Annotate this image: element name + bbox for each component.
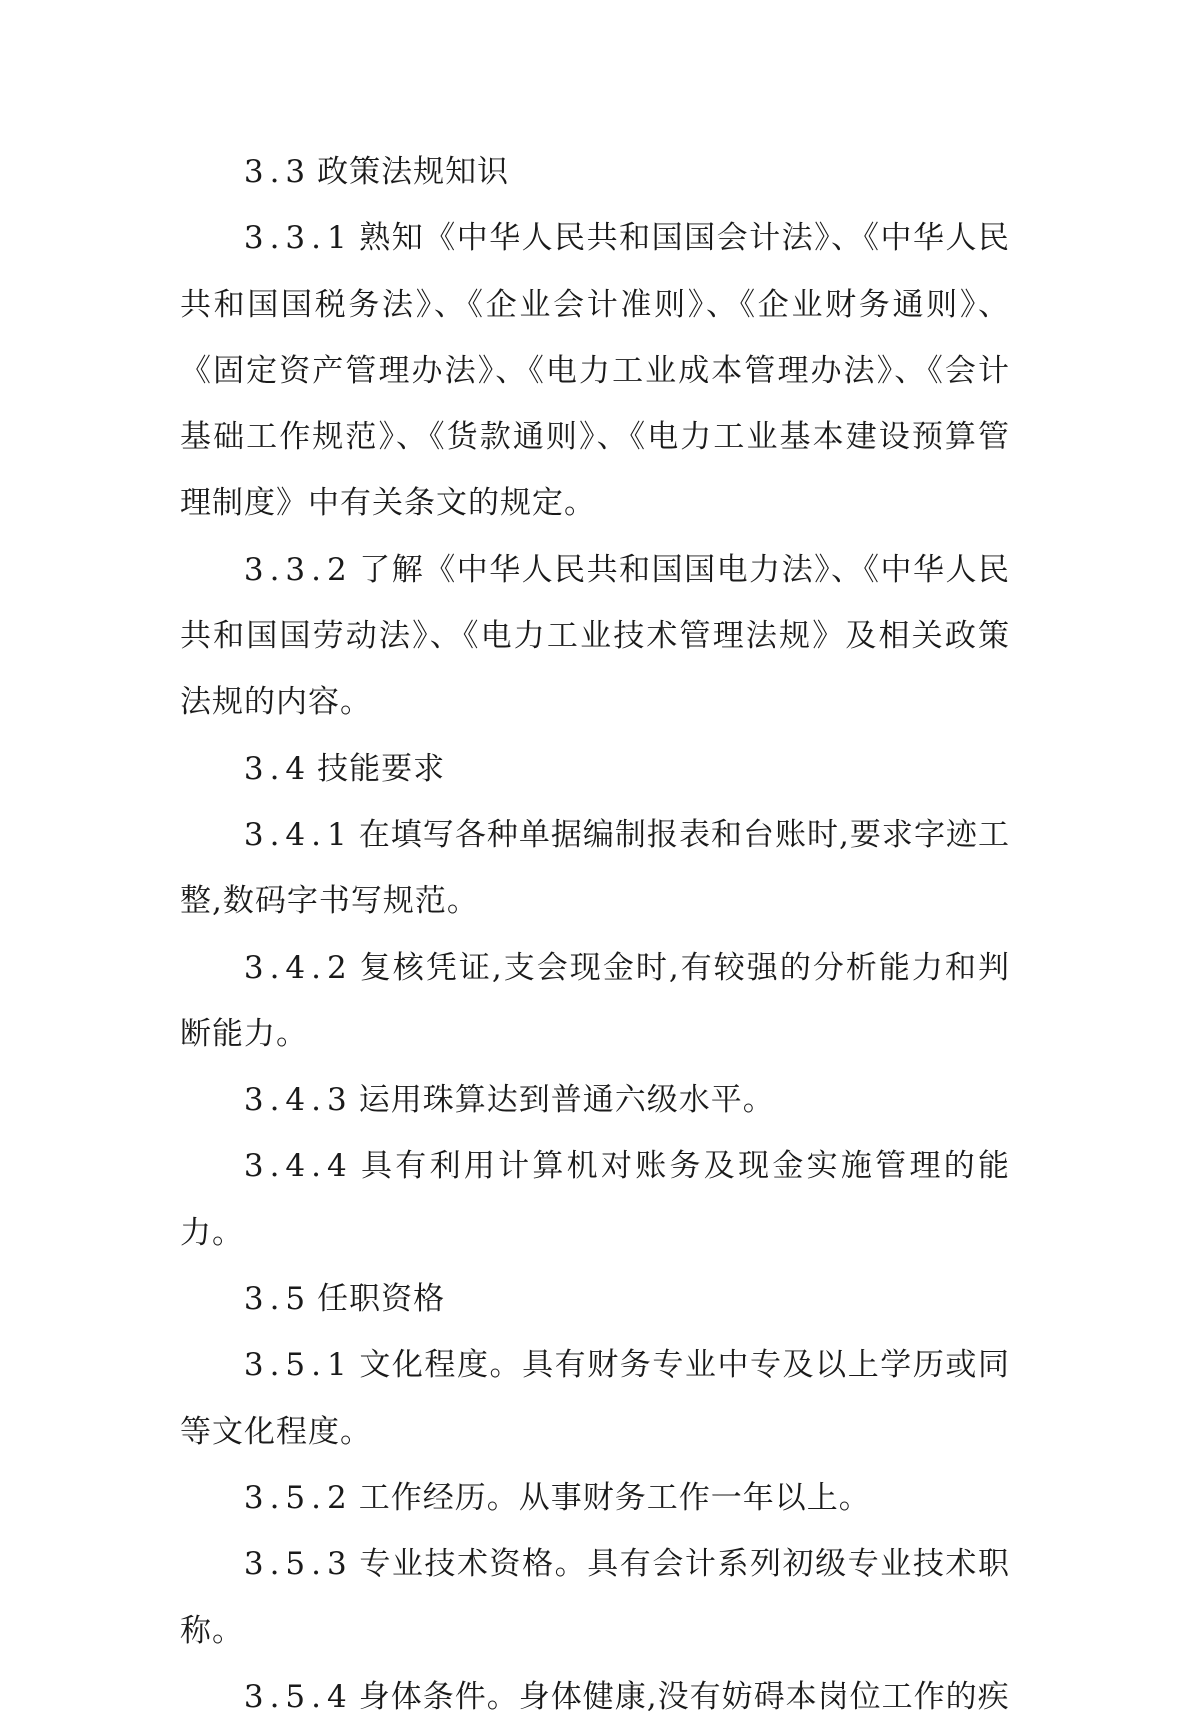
paragraph-3-5-1 [180,1332,1010,1465]
paragraph-text: 具有利用计算机对账务及现金实施管理的能力。 [180,1148,1010,1251]
paragraph-number: 3.3.2 [243,551,353,588]
paragraph-text: 工作经历。从事财务工作一年以上。 [358,1479,871,1516]
paragraph-number: 3.4.1 [243,816,353,853]
paragraph-3-5-4 [180,1664,1010,1730]
paragraph-number: 3.5.4 [243,1678,353,1715]
paragraph-3-3-1 [180,205,1010,536]
paragraph-text: 技能要求 [317,750,446,787]
paragraph-number: 3.5.3 [243,1546,353,1583]
paragraph-text: 身体条件。身体健康,没有妨碍本岗位工作的疾 [358,1678,1010,1715]
paragraph-3-5-3 [180,1531,1010,1664]
paragraph-3-4-3 [180,1067,1010,1133]
paragraph-text: 了解《中华人民共和国国电力法》、《中华人民共和国国劳动法》、《电力工业技术管理法规》及相关政策法规的内容。 [180,551,1010,721]
paragraph-number: 3.3.1 [243,220,353,257]
paragraph-text: 在填写各种单据编制报表和台账时,要求字迹工整,数码字书写规范。 [180,816,1010,920]
paragraph-3-3-2 [180,537,1010,736]
paragraph-number: 3.4 [243,750,312,787]
paragraph-text: 任职资格 [317,1281,446,1318]
paragraph-number: 3.5.1 [243,1347,353,1384]
paragraph-number: 3.5 [243,1281,312,1318]
paragraph-number: 3.3 [243,154,312,190]
paragraph-number: 3.4.3 [243,1082,353,1119]
paragraph-text: 文化程度。具有财务专业中专及以上学历或同等文化程度。 [180,1347,1010,1450]
paragraph-3-5-2 [180,1465,1010,1531]
section-heading-3-3 [180,139,1010,205]
paragraph-number: 3.4.2 [243,949,353,986]
paragraph-3-4-2 [180,935,1010,1068]
section-heading-3-5 [180,1266,1010,1332]
paragraph-3-4-4 [180,1133,1010,1266]
paragraph-number: 3.4.4 [243,1148,353,1185]
paragraph-number: 3.5.2 [243,1479,353,1516]
section-heading-3-4 [180,736,1010,802]
paragraph-text: 政策法规知识 [317,154,510,190]
document-body [180,139,1010,1730]
paragraph-3-4-1 [180,802,1010,935]
paragraph-text: 熟知《中华人民共和国国会计法》、《中华人民共和国国税务法》、《企业会计准则》、《企业财务通则》、《固定资产管理办法》、《电力工业成本管理办法》、《会计基础工作规范》、《货款通则》、《电力工业基本建设预算管理制度》中有关条文的规定。 [180,220,1010,522]
paragraph-text: 运用珠算达到普通六级水平。 [358,1082,775,1119]
paragraph-text: 复核凭证,支会现金时,有较强的分析能力和判断能力。 [180,949,1010,1052]
paragraph-text: 专业技术资格。具有会计系列初级专业技术职称。 [180,1546,1010,1649]
